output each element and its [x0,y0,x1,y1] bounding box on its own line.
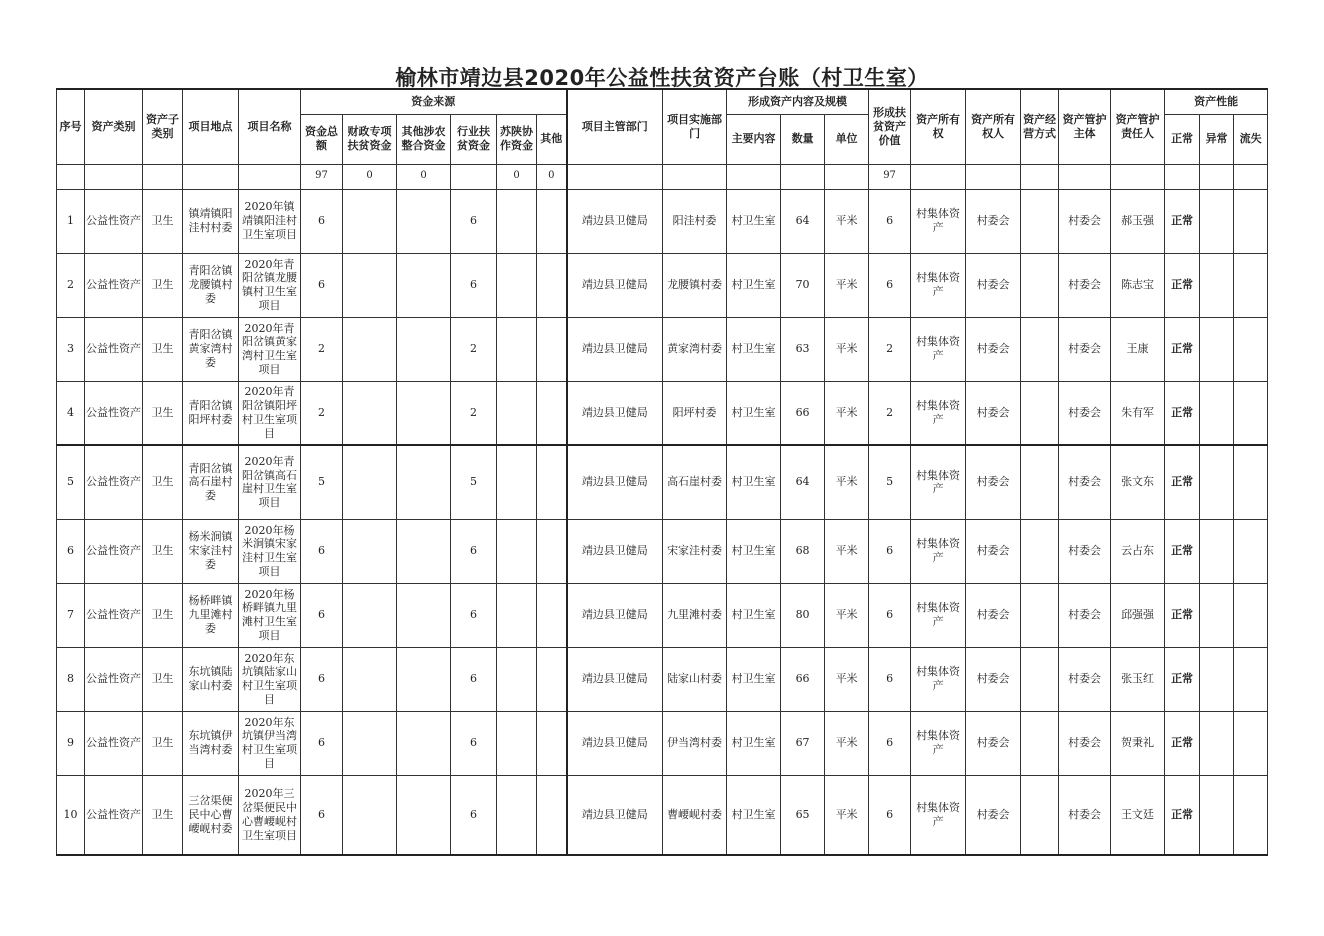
cell-other-fund [537,583,567,647]
cell-sushaan-fund [497,647,537,711]
cell-fiscal-fund [343,381,397,445]
cell-subcategory: 卫生 [143,381,183,445]
cell-status-abnormal [1200,253,1234,317]
cell-main-content: 村卫生室 [727,317,781,381]
cell-ownership: 村集体资产 [911,647,966,711]
cell-fund-total: 6 [301,647,343,711]
cell-quantity: 68 [781,519,825,583]
cell-fiscal-fund [343,253,397,317]
cell-unit: 平米 [825,317,869,381]
cell-status-lost [1234,583,1268,647]
cell-main-content: 村卫生室 [727,445,781,519]
cell-unit: 平米 [825,189,869,253]
header-unit: 单位 [825,114,869,164]
cell-operation [1021,445,1059,519]
cell-sushaan-fund [497,189,537,253]
cell-custodian-person: 邱强强 [1111,583,1165,647]
cell-ownership: 村集体资产 [911,775,966,855]
cell-subcategory: 卫生 [143,253,183,317]
cell-status-abnormal [1200,775,1234,855]
cell-asset-value: 2 [869,381,911,445]
cell-custodian: 村委会 [1059,711,1111,775]
cell-ownership: 村集体资产 [911,381,966,445]
cell-status-abnormal [1200,519,1234,583]
cell-fiscal-fund [343,711,397,775]
cell-project-name: 2020年东坑镇伊当湾村卫生室项目 [239,711,301,775]
cell-custodian: 村委会 [1059,253,1111,317]
cell-implementer: 陆家山村委 [663,647,727,711]
cell-status-normal: 正常 [1165,253,1200,317]
cell-implementer: 曹崾岘村委 [663,775,727,855]
cell-implementer: 伊当湾村委 [663,711,727,775]
cell-fiscal-fund [343,189,397,253]
total-agri-fund: 0 [397,164,451,189]
cell-seq: 8 [57,647,85,711]
cell-category: 公益性资产 [85,253,143,317]
totals-row [57,164,1268,189]
cell-main-content: 村卫生室 [727,519,781,583]
cell-status-lost [1234,253,1268,317]
header-fund-total: 资金总额 [301,114,343,164]
cell-fund-total: 6 [301,253,343,317]
cell-other-fund [537,381,567,445]
cell-agri-fund [397,189,451,253]
header-lost: 流失 [1234,114,1268,164]
header-asset-value: 形成扶贫资产价值 [869,89,911,164]
cell-subcategory: 卫生 [143,647,183,711]
cell-status-abnormal [1200,381,1234,445]
cell-quantity: 70 [781,253,825,317]
cell-status-abnormal [1200,189,1234,253]
header-normal: 正常 [1165,114,1200,164]
cell-operation [1021,317,1059,381]
cell-custodian-person: 云占东 [1111,519,1165,583]
cell-asset-value: 6 [869,253,911,317]
cell-project-name: 2020年杨米涧镇宋家洼村卫生室项目 [239,519,301,583]
cell-seq: 9 [57,711,85,775]
cell-agri-fund [397,775,451,855]
cell-asset-value: 6 [869,519,911,583]
cell-industry-fund: 6 [451,775,497,855]
cell-asset-value: 6 [869,583,911,647]
cell-asset-value: 6 [869,189,911,253]
cell-seq: 6 [57,519,85,583]
cell-status-normal: 正常 [1165,189,1200,253]
cell-category: 公益性资产 [85,189,143,253]
cell-category: 公益性资产 [85,519,143,583]
cell-unit: 平米 [825,445,869,519]
cell-asset-value: 2 [869,317,911,381]
cell-fiscal-fund [343,445,397,519]
cell-operation [1021,253,1059,317]
cell-status-lost [1234,189,1268,253]
cell-quantity: 66 [781,381,825,445]
cell-subcategory: 卫生 [143,189,183,253]
header-location: 项目地点 [183,89,239,164]
page-title: 榆林市靖边县2020年公益性扶贫资产台账（村卫生室） [395,66,929,90]
cell-other-fund [537,445,567,519]
cell-project-name: 2020年青阳岔镇黄家湾村卫生室项目 [239,317,301,381]
cell-implementer: 龙腰镇村委 [663,253,727,317]
cell-agri-fund [397,583,451,647]
cell-status-lost [1234,381,1268,445]
cell-subcategory: 卫生 [143,711,183,775]
cell-industry-fund: 6 [451,189,497,253]
cell-fund-total: 2 [301,317,343,381]
cell-fiscal-fund [343,317,397,381]
cell-status-normal: 正常 [1165,445,1200,519]
cell-agri-fund [397,445,451,519]
cell-unit: 平米 [825,583,869,647]
cell-status-normal: 正常 [1165,583,1200,647]
cell-main-content: 村卫生室 [727,775,781,855]
cell-fund-total: 2 [301,381,343,445]
cell-quantity: 63 [781,317,825,381]
cell-status-normal: 正常 [1165,647,1200,711]
cell-ownership: 村集体资产 [911,253,966,317]
table-row [57,317,1268,381]
cell-supervisor: 靖边县卫健局 [567,189,663,253]
cell-unit: 平米 [825,647,869,711]
cell-fiscal-fund [343,519,397,583]
cell-supervisor: 靖边县卫健局 [567,775,663,855]
table-row [57,445,1268,519]
cell-custodian: 村委会 [1059,775,1111,855]
cell-subcategory: 卫生 [143,519,183,583]
header-quantity: 数量 [781,114,825,164]
cell-status-lost [1234,519,1268,583]
header-industry-fund: 行业扶贫资金 [451,114,497,164]
cell-supervisor: 靖边县卫健局 [567,647,663,711]
cell-industry-fund: 2 [451,381,497,445]
cell-location: 青阳岔镇黄家湾村委 [183,317,239,381]
cell-subcategory: 卫生 [143,583,183,647]
cell-fund-total: 5 [301,445,343,519]
header-asset-category: 资产类别 [85,89,143,164]
cell-sushaan-fund [497,253,537,317]
cell-ownership: 村集体资产 [911,583,966,647]
cell-supervisor: 靖边县卫健局 [567,445,663,519]
cell-seq: 2 [57,253,85,317]
cell-status-lost [1234,775,1268,855]
cell-location: 青阳岔镇高石崖村委 [183,445,239,519]
cell-project-name: 2020年三岔渠便民中心曹崾岘村卫生室项目 [239,775,301,855]
cell-industry-fund: 6 [451,519,497,583]
cell-other-fund [537,647,567,711]
cell-project-name: 2020年青阳岔镇龙腰镇村卫生室项目 [239,253,301,317]
cell-custodian: 村委会 [1059,445,1111,519]
cell-unit: 平米 [825,775,869,855]
cell-agri-fund [397,253,451,317]
cell-project-name: 2020年镇靖镇阳洼村卫生室项目 [239,189,301,253]
cell-agri-fund [397,317,451,381]
cell-other-fund [537,253,567,317]
table-row [57,381,1268,445]
cell-sushaan-fund [497,583,537,647]
cell-fund-total: 6 [301,519,343,583]
cell-custodian-person: 陈志宝 [1111,253,1165,317]
cell-owner: 村委会 [966,647,1021,711]
cell-subcategory: 卫生 [143,445,183,519]
cell-fiscal-fund [343,583,397,647]
cell-category: 公益性资产 [85,445,143,519]
cell-category: 公益性资产 [85,583,143,647]
cell-seq: 1 [57,189,85,253]
cell-sushaan-fund [497,317,537,381]
cell-fund-total: 6 [301,583,343,647]
cell-supervisor: 靖边县卫健局 [567,253,663,317]
cell-location: 杨米涧镇宋家洼村委 [183,519,239,583]
cell-quantity: 67 [781,711,825,775]
cell-location: 东坑镇伊当湾村委 [183,711,239,775]
header-implementer: 项目实施部门 [663,89,727,164]
cell-quantity: 65 [781,775,825,855]
cell-subcategory: 卫生 [143,317,183,381]
cell-category: 公益性资产 [85,647,143,711]
cell-custodian-person: 王文廷 [1111,775,1165,855]
cell-fiscal-fund [343,775,397,855]
cell-operation [1021,583,1059,647]
header-formed-asset: 形成资产内容及规模 [727,89,869,114]
cell-owner: 村委会 [966,381,1021,445]
cell-location: 青阳岔镇阳坪村委 [183,381,239,445]
cell-implementer: 阳坪村委 [663,381,727,445]
cell-location: 三岔渠便民中心曹崾岘村委 [183,775,239,855]
cell-asset-value: 5 [869,445,911,519]
table-row [57,253,1268,317]
header-agri-fund: 其他涉农整合资金 [397,114,451,164]
header-main-content: 主要内容 [727,114,781,164]
cell-asset-value: 6 [869,647,911,711]
cell-custodian: 村委会 [1059,317,1111,381]
cell-seq: 5 [57,445,85,519]
cell-seq: 7 [57,583,85,647]
cell-ownership: 村集体资产 [911,519,966,583]
cell-status-lost [1234,647,1268,711]
cell-asset-value: 6 [869,775,911,855]
cell-ownership: 村集体资产 [911,317,966,381]
cell-category: 公益性资产 [85,317,143,381]
cell-owner: 村委会 [966,445,1021,519]
cell-operation [1021,775,1059,855]
cell-custodian-person: 朱有军 [1111,381,1165,445]
cell-status-normal: 正常 [1165,317,1200,381]
cell-sushaan-fund [497,519,537,583]
cell-industry-fund: 6 [451,711,497,775]
table-row [57,711,1268,775]
cell-operation [1021,519,1059,583]
cell-custodian: 村委会 [1059,519,1111,583]
cell-unit: 平米 [825,253,869,317]
cell-owner: 村委会 [966,253,1021,317]
cell-quantity: 64 [781,189,825,253]
cell-sushaan-fund [497,711,537,775]
cell-implementer: 阳洼村委 [663,189,727,253]
header-custodian: 资产管护主体 [1059,89,1111,164]
cell-industry-fund: 5 [451,445,497,519]
asset-ledger-table [56,88,1268,856]
header-owner: 资产所有权人 [966,89,1021,164]
cell-owner: 村委会 [966,317,1021,381]
cell-category: 公益性资产 [85,775,143,855]
cell-project-name: 2020年青阳岔镇阳坪村卫生室项目 [239,381,301,445]
header-asset-subcategory: 资产子类别 [143,89,183,164]
cell-industry-fund: 6 [451,583,497,647]
cell-ownership: 村集体资产 [911,711,966,775]
header-supervisor: 项目主管部门 [567,89,663,164]
table-row [57,647,1268,711]
cell-custodian-person: 王康 [1111,317,1165,381]
cell-industry-fund: 6 [451,647,497,711]
cell-main-content: 村卫生室 [727,189,781,253]
cell-location: 东坑镇陆家山村委 [183,647,239,711]
cell-main-content: 村卫生室 [727,647,781,711]
cell-agri-fund [397,519,451,583]
cell-location: 青阳岔镇龙腰镇村委 [183,253,239,317]
cell-main-content: 村卫生室 [727,583,781,647]
header-funding-source: 资金来源 [301,89,567,114]
cell-project-name: 2020年东坑镇陆家山村卫生室项目 [239,647,301,711]
cell-category: 公益性资产 [85,711,143,775]
cell-custodian: 村委会 [1059,647,1111,711]
cell-quantity: 64 [781,445,825,519]
cell-owner: 村委会 [966,775,1021,855]
cell-implementer: 高石崖村委 [663,445,727,519]
cell-subcategory: 卫生 [143,775,183,855]
cell-fiscal-fund [343,647,397,711]
cell-supervisor: 靖边县卫健局 [567,317,663,381]
cell-location: 杨桥畔镇九里滩村委 [183,583,239,647]
cell-status-abnormal [1200,583,1234,647]
cell-implementer: 九里滩村委 [663,583,727,647]
cell-custodian-person: 贺秉礼 [1111,711,1165,775]
cell-project-name: 2020年青阳岔镇高石崖村卫生室项目 [239,445,301,519]
cell-fund-total: 6 [301,711,343,775]
cell-main-content: 村卫生室 [727,381,781,445]
header-performance: 资产性能 [1165,89,1268,114]
table-row [57,775,1268,855]
cell-ownership: 村集体资产 [911,445,966,519]
cell-agri-fund [397,711,451,775]
cell-owner: 村委会 [966,519,1021,583]
cell-status-normal: 正常 [1165,711,1200,775]
cell-status-abnormal [1200,647,1234,711]
header-seq: 序号 [57,89,85,164]
cell-custodian: 村委会 [1059,189,1111,253]
cell-custodian: 村委会 [1059,583,1111,647]
cell-fund-total: 6 [301,775,343,855]
cell-quantity: 80 [781,583,825,647]
cell-operation [1021,381,1059,445]
cell-sushaan-fund [497,775,537,855]
header-fiscal-fund: 财政专项扶贫资金 [343,114,397,164]
cell-category: 公益性资产 [85,381,143,445]
cell-seq: 3 [57,317,85,381]
cell-operation [1021,189,1059,253]
cell-supervisor: 靖边县卫健局 [567,519,663,583]
cell-status-lost [1234,317,1268,381]
cell-project-name: 2020年杨桥畔镇九里滩村卫生室项目 [239,583,301,647]
total-other-fund: 0 [537,164,567,189]
cell-other-fund [537,775,567,855]
cell-other-fund [537,189,567,253]
cell-implementer: 宋家洼村委 [663,519,727,583]
cell-status-normal: 正常 [1165,519,1200,583]
cell-seq: 4 [57,381,85,445]
cell-status-lost [1234,445,1268,519]
cell-sushaan-fund [497,445,537,519]
header-other-fund: 其他 [537,114,567,164]
total-fund: 97 [301,164,343,189]
header-sushaan-fund: 苏陕协作资金 [497,114,537,164]
cell-operation [1021,647,1059,711]
cell-status-abnormal [1200,445,1234,519]
cell-status-normal: 正常 [1165,775,1200,855]
table-row [57,583,1268,647]
header-operation: 资产经营方式 [1021,89,1059,164]
cell-other-fund [537,519,567,583]
total-asset-value: 97 [869,164,911,189]
cell-implementer: 黄家湾村委 [663,317,727,381]
cell-unit: 平米 [825,711,869,775]
cell-custodian: 村委会 [1059,381,1111,445]
cell-main-content: 村卫生室 [727,711,781,775]
cell-agri-fund [397,381,451,445]
cell-ownership: 村集体资产 [911,189,966,253]
cell-other-fund [537,317,567,381]
cell-status-abnormal [1200,711,1234,775]
cell-seq: 10 [57,775,85,855]
cell-unit: 平米 [825,519,869,583]
cell-supervisor: 靖边县卫健局 [567,381,663,445]
total-sushaan-fund: 0 [497,164,537,189]
table-row [57,189,1268,253]
cell-owner: 村委会 [966,583,1021,647]
cell-quantity: 66 [781,647,825,711]
cell-status-normal: 正常 [1165,381,1200,445]
cell-agri-fund [397,647,451,711]
cell-asset-value: 6 [869,711,911,775]
cell-supervisor: 靖边县卫健局 [567,711,663,775]
cell-custodian-person: 张文东 [1111,445,1165,519]
header-ownership: 资产所有权 [911,89,966,164]
cell-supervisor: 靖边县卫健局 [567,583,663,647]
cell-custodian-person: 郝玉强 [1111,189,1165,253]
cell-sushaan-fund [497,381,537,445]
cell-fund-total: 6 [301,189,343,253]
cell-custodian-person: 张玉红 [1111,647,1165,711]
cell-operation [1021,711,1059,775]
cell-owner: 村委会 [966,711,1021,775]
cell-status-lost [1234,711,1268,775]
header-project-name: 项目名称 [239,89,301,164]
cell-industry-fund: 6 [451,253,497,317]
header-custodian-person: 资产管护责任人 [1111,89,1165,164]
cell-main-content: 村卫生室 [727,253,781,317]
cell-status-abnormal [1200,317,1234,381]
cell-other-fund [537,711,567,775]
header-abnormal: 异常 [1200,114,1234,164]
cell-unit: 平米 [825,381,869,445]
total-fiscal-fund: 0 [343,164,397,189]
table-row [57,519,1268,583]
cell-owner: 村委会 [966,189,1021,253]
cell-location: 镇靖镇阳洼村村委 [183,189,239,253]
cell-industry-fund: 2 [451,317,497,381]
